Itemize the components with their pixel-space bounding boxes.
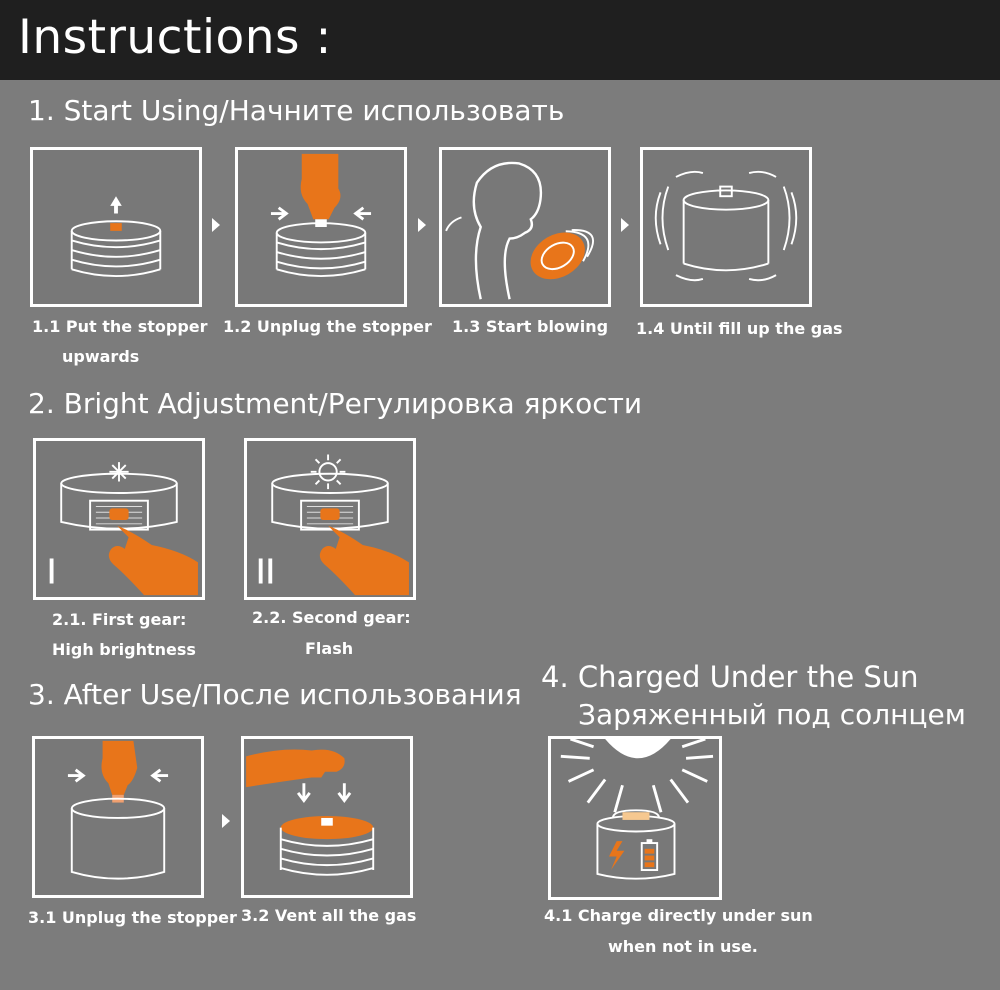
step-3-1-illustration xyxy=(32,736,204,898)
step-1-4-illustration xyxy=(640,147,812,307)
step-3-1-caption: 3.1 Unplug the stopper xyxy=(28,908,237,927)
step-2-1-caption-line2: High brightness xyxy=(52,640,196,659)
page-title: Instructions : xyxy=(18,10,332,65)
hand-unplug-stopper-icon xyxy=(238,150,404,304)
header-bar xyxy=(0,0,1000,80)
unplug-stopper-after-use-icon xyxy=(35,739,201,895)
collapsed-lantern-stopper-up-icon xyxy=(33,150,199,304)
step-2-1-illustration xyxy=(33,438,205,600)
step-2-2-caption: 2.2. Second gear: xyxy=(252,608,411,627)
solar-charging-icon xyxy=(551,739,719,897)
step-2-2-illustration xyxy=(244,438,416,600)
step-1-1-caption: 1.1 Put the stopper xyxy=(32,317,208,336)
step-4-1-caption: 4.1 Charge directly under sun xyxy=(544,906,813,925)
next-arrow-icon xyxy=(222,814,230,828)
step-4-1-caption-line2: when not in use. xyxy=(608,937,758,956)
section-1-title: 1. Start Using/Начните использовать xyxy=(28,94,565,127)
step-1-2-illustration xyxy=(235,147,407,307)
step-2-2-caption-line2: Flash xyxy=(305,639,354,658)
step-2-1-caption: 2.1. First gear: xyxy=(52,610,187,629)
person-blowing-icon xyxy=(442,150,608,304)
next-arrow-icon xyxy=(212,218,220,232)
vent-gas-icon xyxy=(244,739,410,895)
step-1-2-caption: 1.2 Unplug the stopper xyxy=(223,317,432,336)
section-2-title: 2. Bright Adjustment/Регулировка яркости xyxy=(28,387,643,420)
step-1-3-illustration xyxy=(439,147,611,307)
next-arrow-icon xyxy=(621,218,629,232)
step-1-4-caption: 1.4 Until fill up the gas xyxy=(636,319,843,338)
step-1-3-caption: 1.3 Start blowing xyxy=(452,317,609,336)
step-1-1-caption-line2: upwards xyxy=(62,347,140,366)
section-4-title-ru: Заряженный под солнцем xyxy=(578,698,966,731)
inflated-lantern-icon xyxy=(643,150,809,304)
step-3-2-illustration xyxy=(241,736,413,898)
next-arrow-icon xyxy=(418,218,426,232)
flash-gear-icon xyxy=(247,441,413,597)
step-3-2-caption: 3.2 Vent all the gas xyxy=(241,906,417,925)
section-3-title: 3. After Use/После использования xyxy=(28,678,522,711)
step-1-1-illustration xyxy=(30,147,202,307)
high-brightness-gear-icon xyxy=(36,441,202,597)
section-4-title-en: 4. Charged Under the Sun xyxy=(541,660,919,694)
step-4-1-illustration xyxy=(548,736,722,900)
